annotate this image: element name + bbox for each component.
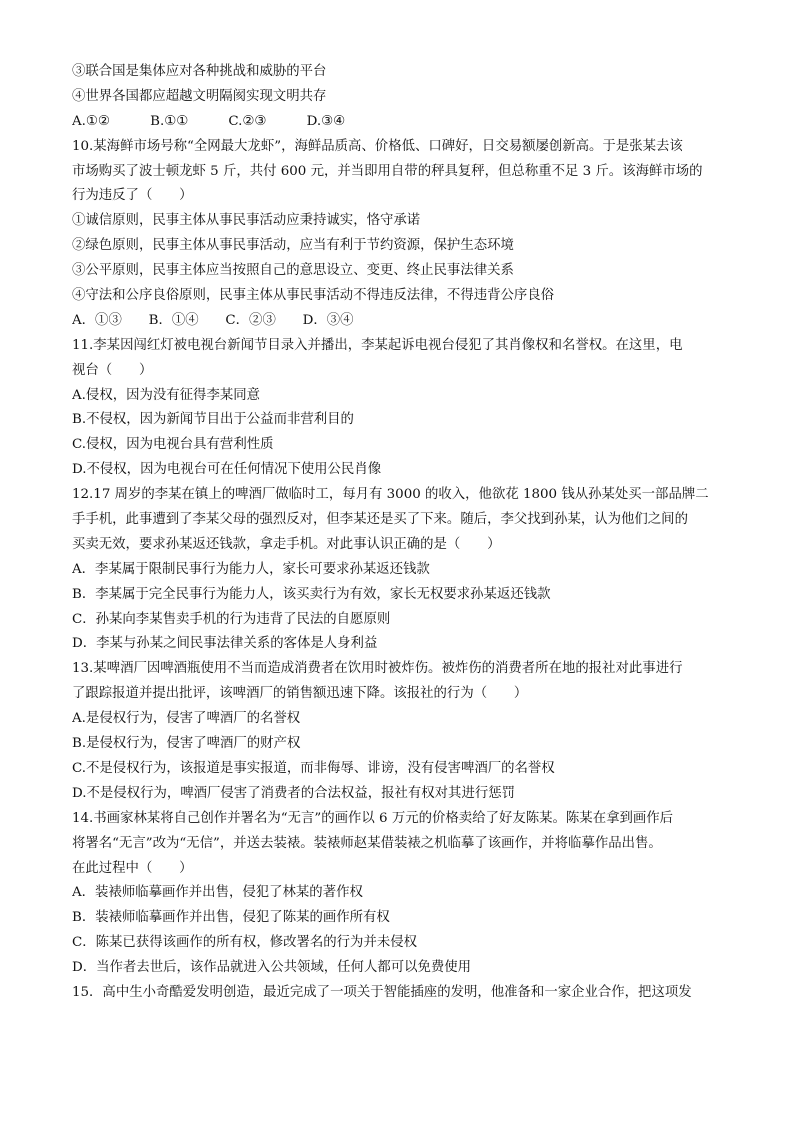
question-13: 13.某啤酒厂因啤酒瓶使用不当而造成消费者在饮用时被炸伤。被炸伤的消费者所在地的报社对此事进行 [72,661,683,677]
text-line: ④守法和公序良俗原则，民事主体从事民事活动不得违反法律，不得违背公序良俗 [72,288,555,304]
answer-option: B．李某属于完全民事行为能力人，该买卖行为有效，家长无权要求孙某返还钱款 [72,586,551,602]
question-12: 12.17 周岁的李某在镇上的啤酒厂做临时工，每月有 3000 的收入，他欲花 1800 钱从孙某处买一部品牌二 [72,487,709,503]
answer-option: D．李某与孙某之间民事法律关系的客体是人身利益 [72,636,378,652]
text-line: 了跟踪报道并提出批评，该啤酒厂的销售额迅速下降。该报社的行为（ ） [72,686,528,702]
text-line: 在此过程中（ ） [72,860,193,876]
answer-option: A．李某属于限制民事行为能力人，家长可要求孙某返还钱款 [72,561,430,577]
question-10: 10.某海鲜市场号称“全网最大龙虾”，海鲜品质高、价格低、口碑好，日交易额屡创新高。于是张某去该 [72,138,683,154]
answer-option: C．孙某向李某售卖手机的行为违背了民法的自愿原则 [72,611,391,627]
answer-option: C.不是侵权行为，该报道是事实报道，而非侮辱、诽谤，没有侵害啤酒厂的名誉权 [72,760,555,776]
answer-option: B.是侵权行为，侵害了啤酒厂的财产权 [72,736,301,752]
text-line: 市场购买了波士顿龙虾 5 斤，共付 600 元，并当即用自带的秤具复秤，但总称重不足 3 斤。该海鲜市场的 [72,163,703,179]
answer-option: D.不是侵权行为，啤酒厂侵害了消费者的合法权益，报社有权对其进行惩罚 [72,785,516,801]
text-line: ①诚信原则，民事主体从事民事活动应秉持诚实，恪守承诺 [72,213,421,229]
text-line: ②绿色原则，民事主体从事民事活动，应当有利于节约资源，保护生态环境 [72,238,514,254]
question-14: 14.书画家林某将自己创作并署名为“无言”的画作以 6 万元的价格卖给了好友陈某。陈某在拿到画作后 [72,810,674,826]
answer-option: D.不侵权，因为电视台可在任何情况下使用公民肖像 [72,462,382,478]
answer-option: C．陈某已获得该画作的所有权，修改署名的行为并未侵权 [72,935,418,951]
answer-option: A.是侵权行为，侵害了啤酒厂的名誉权 [72,711,301,727]
question-15: 15．高中生小奇酷爱发明创造，最近完成了一项关于智能插座的发明，他准备和一家企业合作，把这项发 [72,984,692,1000]
answer-option: A.侵权，因为没有征得李某同意 [72,387,261,403]
answer-option: B.不侵权，因为新闻节目出于公益而非营利目的 [72,412,354,428]
answer-option: B．装裱师临摹画作并出售，侵犯了陈某的画作所有权 [72,910,390,926]
text-line: ③联合国是集体应对各种挑战和威胁的平台 [72,64,327,79]
text-line: 视台（ ） [72,362,153,378]
answer-option: C.侵权，因为电视台具有营利性质 [72,437,274,453]
answer-option: A．装裱师临摹画作并出售，侵犯了林某的著作权 [72,885,363,901]
question-11: 11.李某因闯红灯被电视台新闻节目录入并播出，李某起诉电视台侵犯了其肖像权和名誉权。在这里，电 [72,337,683,353]
answer-options: A.①② B.①① C.②③ D.③④ [72,113,346,129]
answer-options: A．①③ B．①④ C．②③ D．③④ [72,312,354,328]
text-line: ④世界各国都应超越文明隔阂实现文明共存 [72,88,327,104]
answer-option: D．当作者去世后，该作品就进入公共领域，任何人都可以免费使用 [72,960,472,976]
text-line: ③公平原则，民事主体应当按照自己的意思设立、变更、终止民事法律关系 [72,263,514,279]
text-line: 将署名“无言”改为“无信”，并送去装裱。装裱师赵某借装裱之机临摹了该画作，并将临摹作品出售。 [72,835,662,851]
text-line: 手手机，此事遭到了李某父母的强烈反对，但李某还是买了下来。随后，李父找到孙某，认为他们之间的 [72,512,688,528]
text-line: 买卖无效，要求孙某返还钱款，拿走手机。对此事认识正确的是（ ） [72,536,501,552]
text-line: 行为违反了（ ） [72,188,193,204]
exam-page [72,60,732,1006]
